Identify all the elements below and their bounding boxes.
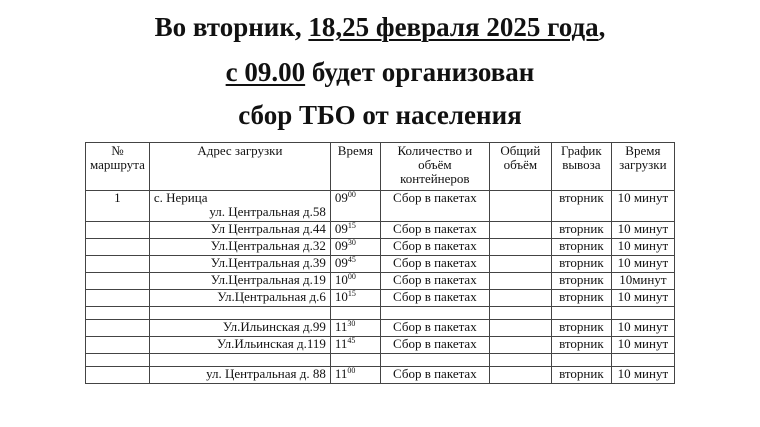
time-hour: 11 (334, 319, 348, 334)
table-header-row (86, 143, 675, 191)
quantity-cell: Сбор в пакетах (380, 256, 489, 273)
total-volume-cell (489, 256, 551, 273)
table-row (86, 222, 675, 239)
total-volume-cell (489, 337, 551, 354)
address-text: Ул.Ильинская д.99 (149, 320, 330, 337)
header-container-quantity: Количество и объём контейнеров (380, 143, 489, 191)
schedule-cell: вторник (551, 290, 611, 307)
quantity-cell: Сбор в пакетах (380, 290, 489, 307)
total-volume-cell (489, 367, 551, 384)
header-schedule: График вывоза (551, 143, 611, 191)
schedule-cell: вторник (551, 320, 611, 337)
total-volume-cell (489, 191, 551, 222)
schedule-cell: вторник (551, 239, 611, 256)
empty-cell (330, 307, 380, 320)
empty-cell (149, 307, 330, 320)
time-minutes: 30 (347, 319, 356, 328)
time-hour: 11 (334, 336, 348, 351)
time-cell (330, 239, 380, 256)
schedule-cell: вторник (551, 222, 611, 239)
schedule-cell: вторник (551, 367, 611, 384)
quantity-cell: Сбор в пакетах (380, 273, 489, 290)
time-hour: 09 (334, 221, 348, 236)
empty-row (86, 307, 675, 320)
table-row (86, 320, 675, 337)
time-cell (330, 367, 380, 384)
duration-cell: 10 минут (611, 337, 674, 354)
address-text: Ул Центральная д.44 (149, 222, 330, 239)
time-cell (330, 191, 380, 222)
empty-cell (380, 307, 489, 320)
heading-line-3: сбор ТБО от населения (238, 100, 522, 130)
schedule-cell: вторник (551, 273, 611, 290)
duration-cell: 10 минут (611, 222, 674, 239)
header-load-duration: Время загрузки (611, 143, 674, 191)
quantity-cell: Сбор в пакетах (380, 367, 489, 384)
duration-cell: 10 минут (611, 191, 674, 222)
time-minutes: 15 (347, 221, 356, 230)
schedule-cell: вторник (551, 191, 611, 222)
empty-cell (551, 307, 611, 320)
time-cell (330, 273, 380, 290)
total-volume-cell (489, 320, 551, 337)
route-number (86, 290, 150, 307)
quantity-cell: Сбор в пакетах (380, 320, 489, 337)
heading-line-1-start: Во вторник, (154, 12, 309, 42)
address-text: Ул.Центральная д.19 (149, 273, 330, 290)
duration-cell: 10 минут (611, 290, 674, 307)
total-volume-cell (489, 273, 551, 290)
table-row (86, 256, 675, 273)
time-minutes: 45 (347, 336, 356, 345)
route-number (86, 222, 150, 239)
schedule-cell: вторник (551, 337, 611, 354)
heading-start-time: с 09.00 (225, 57, 306, 87)
time-hour: 10 (334, 272, 348, 287)
empty-cell (611, 354, 674, 367)
route-number (86, 273, 150, 290)
table-row (86, 191, 675, 222)
time-hour: 10 (334, 289, 348, 304)
table-row (86, 273, 675, 290)
route-number: 1 (86, 191, 150, 222)
table-row (86, 367, 675, 384)
table-row (86, 290, 675, 307)
quantity-cell: Сбор в пакетах (380, 191, 489, 222)
address-cell (149, 191, 330, 222)
duration-cell: 10 минут (611, 239, 674, 256)
total-volume-cell (489, 290, 551, 307)
empty-cell (489, 354, 551, 367)
empty-cell (86, 307, 150, 320)
quantity-cell: Сбор в пакетах (380, 239, 489, 256)
collection-schedule-table (85, 142, 675, 384)
address-text: Ул.Ильинская д.119 (149, 337, 330, 354)
schedule-cell: вторник (551, 256, 611, 273)
table-row (86, 239, 675, 256)
empty-cell (551, 354, 611, 367)
heading-line-1 (0, 12, 760, 42)
quantity-cell: Сбор в пакетах (380, 337, 489, 354)
duration-cell: 10 минут (611, 320, 674, 337)
header-total-volume: Общий объём (489, 143, 551, 191)
address-text: Ул.Центральная д.6 (149, 290, 330, 307)
header-time: Время (330, 143, 380, 191)
time-hour: 09 (334, 190, 348, 205)
time-minutes: 00 (347, 190, 356, 199)
time-cell (330, 256, 380, 273)
time-cell (330, 290, 380, 307)
empty-cell (489, 307, 551, 320)
time-minutes: 00 (347, 272, 356, 281)
time-minutes: 00 (347, 366, 356, 375)
empty-cell (330, 354, 380, 367)
time-cell (330, 222, 380, 239)
time-hour: 09 (334, 255, 348, 270)
route-number (86, 367, 150, 384)
time-cell (330, 337, 380, 354)
total-volume-cell (489, 222, 551, 239)
empty-row (86, 354, 675, 367)
header-route-number: № маршрута (86, 143, 150, 191)
heading-date: 18,25 февраля 2025 года (308, 12, 599, 42)
route-number (86, 320, 150, 337)
route-number (86, 239, 150, 256)
time-hour: 11 (334, 366, 348, 381)
address-text: Ул.Центральная д.32 (149, 239, 330, 256)
duration-cell: 10 минут (611, 367, 674, 384)
time-minutes: 45 (347, 255, 356, 264)
duration-cell: 10минут (611, 273, 674, 290)
empty-cell (380, 354, 489, 367)
total-volume-cell (489, 239, 551, 256)
heading-line-2 (0, 57, 760, 87)
quantity-cell: Сбор в пакетах (380, 222, 489, 239)
heading-line-2-end: будет организован (305, 57, 535, 87)
table-row (86, 337, 675, 354)
empty-cell (86, 354, 150, 367)
settlement-name: с. Нерица (153, 190, 208, 205)
route-number (86, 256, 150, 273)
duration-cell: 10 минут (611, 256, 674, 273)
route-number (86, 337, 150, 354)
time-minutes: 15 (347, 289, 356, 298)
empty-cell (611, 307, 674, 320)
empty-cell (149, 354, 330, 367)
heading-line-1-end: , (598, 12, 606, 42)
time-cell (330, 320, 380, 337)
address-text: ул. Центральная д.58 (209, 204, 326, 219)
address-text: ул. Центральная д. 88 (149, 367, 330, 384)
time-hour: 09 (334, 238, 348, 253)
header-address: Адрес загрузки (149, 143, 330, 191)
address-text: Ул.Центральная д.39 (149, 256, 330, 273)
time-minutes: 30 (347, 238, 356, 247)
